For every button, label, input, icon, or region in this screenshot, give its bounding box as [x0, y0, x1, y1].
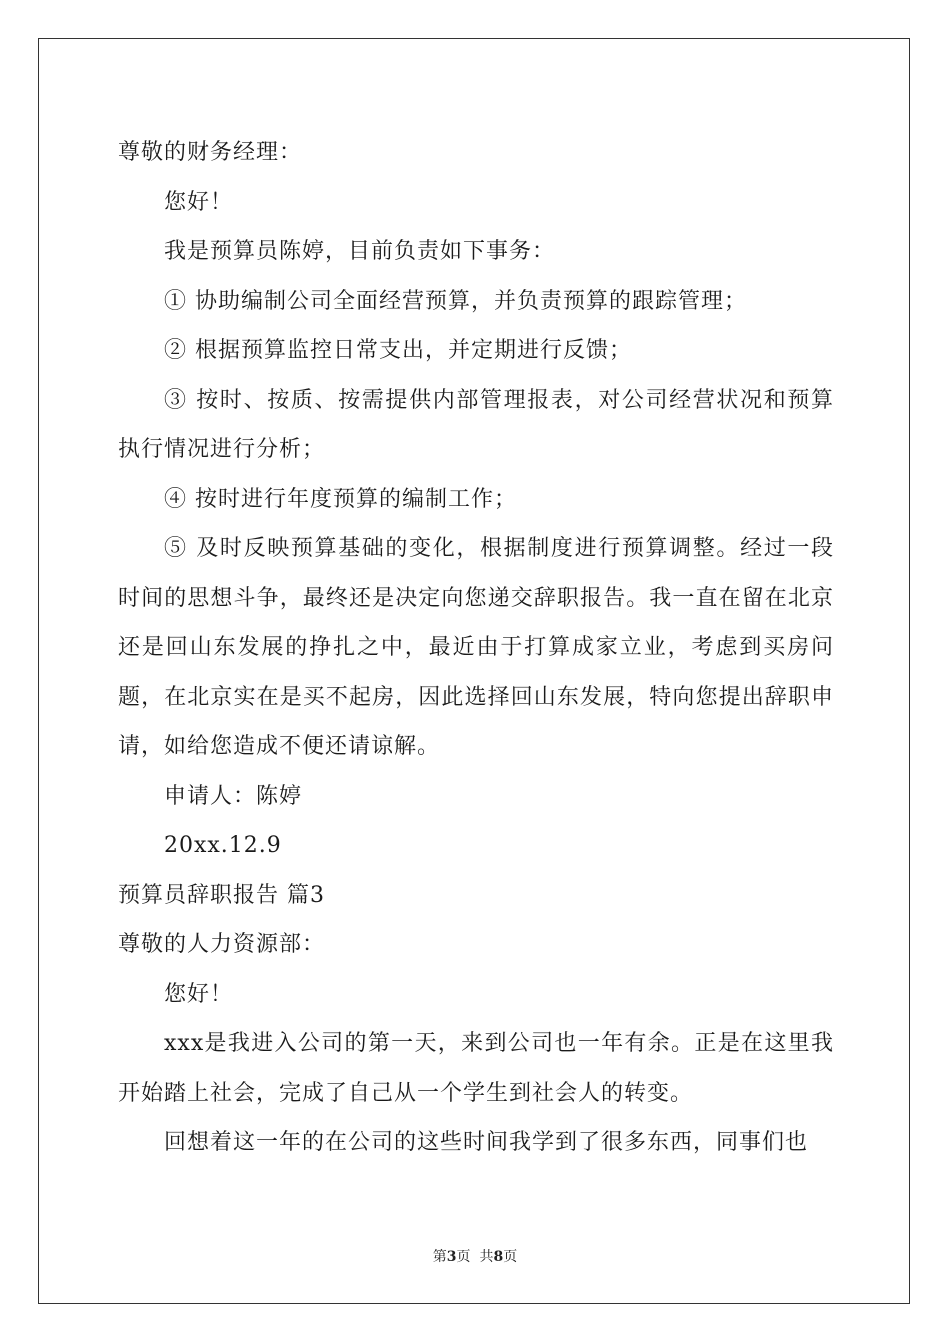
document-body	[118, 128, 834, 1168]
page-footer	[0, 1246, 950, 1266]
duty-item-1: ① 协助编制公司全面经营预算，并负责预算的跟踪管理；	[164, 288, 747, 314]
intro-line: 我是预算员陈婷，目前负责如下事务：	[164, 239, 556, 264]
greeting: 您好！	[164, 189, 234, 215]
footer-prefix: 第	[432, 1249, 447, 1265]
footer-total-pages: 8	[493, 1249, 504, 1265]
footer-middle: 页 共	[456, 1249, 494, 1265]
applicant-line: 申请人：陈婷	[164, 783, 303, 809]
date-line: 20xx.12.9	[164, 833, 282, 858]
duty-item-2: ② 根据预算监控日常支出，并定期进行反馈；	[164, 338, 632, 363]
section-title: 预算员辞职报告 篇3	[118, 882, 325, 908]
duty-item-5-paragraph: ⑤ 及时反映预算基础的变化，根据制度进行预算调整。经过一段时间的思想斗争，最终还是决定向您递交辞职报告。我一直在留在北京还是回山东发展的挣扎之中，最近由于打算成家立业，考虑到买房问题，在北京实在是买不起房，因此选择回山东发展，特向您提出辞职申请，如给您造成不便还请谅解。	[118, 536, 834, 759]
paragraph-first-day: xxx是我进入公司的第一天，来到公司也一年有余。正是在这里我开始踏上社会，完成了自己从一个学生到社会人的转变。	[118, 1031, 834, 1106]
salutation-2: 尊敬的人力资源部：	[118, 932, 326, 957]
duty-item-3: ③ 按时、按质、按需提供内部管理报表，对公司经营状况和预算执行情况进行分析；	[118, 387, 834, 462]
paragraph-recollection: 回想着这一年的在公司的这些时间我学到了很多东西，同事们也	[164, 1130, 809, 1155]
duty-item-4: ④ 按时进行年度预算的编制工作；	[164, 486, 517, 512]
footer-page-number: 3	[446, 1249, 457, 1265]
greeting-2: 您好！	[164, 981, 234, 1007]
footer-suffix: 页	[503, 1249, 518, 1265]
salutation: 尊敬的财务经理：	[118, 140, 303, 165]
